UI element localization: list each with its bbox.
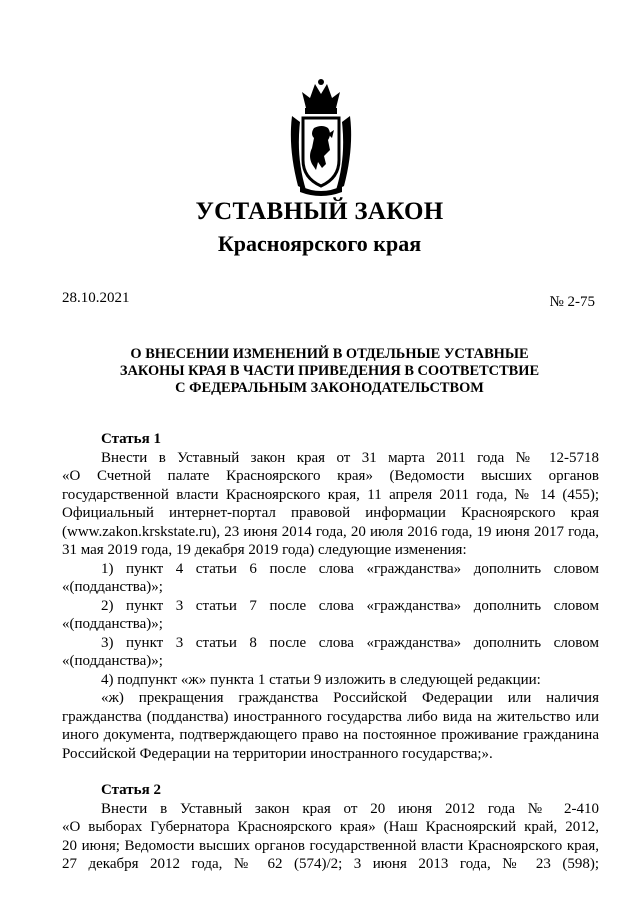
- text-line: Официальный интернет-портал правовой информации Красноярского края: [62, 505, 599, 521]
- text-line: 27 декабря 2012 года, № 62 (574)/2; 3 июня 2013 года, № 23 (598);: [62, 856, 599, 872]
- text-line: гражданства (подданства) иностранного государства либо вида на жительство или: [62, 708, 599, 725]
- text-line: Внести в Уставный закон края от 20 июня 2012 года № 2-410: [101, 800, 599, 817]
- document-date: 28.10.2021: [62, 290, 130, 306]
- law-heading: [60, 346, 599, 397]
- text-line: 31 мая 2019 года, 19 декабря 2019 года) следующие изменения:: [62, 542, 467, 558]
- text-line: Внести в Уставный закон края от 31 марта 2011 года № 12-5718: [101, 449, 599, 466]
- text-line: «О Счетной палате Красноярского края» (Ведомости высших органов: [62, 468, 599, 484]
- text-line: (www.zakon.krskstate.ru), 23 июня 2014 года, 20 июля 2016 года, 19 июня 2017 года,: [62, 523, 599, 540]
- text-line: «(подданства)»;: [62, 579, 163, 595]
- text-line: «(подданства)»;: [62, 616, 163, 632]
- heading-line: С ФЕДЕРАЛЬНЫМ ЗАКОНОДАТЕЛЬСТВОМ: [175, 380, 484, 396]
- text-line: иного документа, подтверждающего право на постоянное проживание гражданина: [62, 727, 599, 743]
- article-1-title: Статья 1: [101, 431, 161, 447]
- text-line: 4) подпункт «ж» пункта 1 статьи 9 изложить в следующей редакции:: [101, 671, 541, 688]
- document-subtitle: Красноярского края: [217, 231, 422, 256]
- coat-of-arms-icon: [288, 78, 354, 198]
- text-line: 3) пункт 3 статьи 8 после слова «гражданства» дополнить словом: [101, 634, 599, 651]
- text-line: «(подданства)»;: [62, 653, 163, 669]
- text-line: 2) пункт 3 статьи 7 после слова «гражданства» дополнить словом: [101, 597, 599, 614]
- text-line: «ж) прекращения гражданства Российской Федерации или наличия: [101, 690, 599, 706]
- document-number: № 2-75: [549, 294, 595, 310]
- heading-line: ЗАКОНЫ КРАЯ В ЧАСТИ ПРИВЕДЕНИЯ В СООТВЕТСТВИЕ: [119, 363, 540, 379]
- document-title: УСТАВНЫЙ ЗАКОН: [195, 198, 444, 225]
- heading-line: О ВНЕСЕНИИ ИЗМЕНЕНИЙ В ОТДЕЛЬНЫЕ УСТАВНЫЕ: [130, 346, 529, 362]
- text-line: «О выборах Губернатора Красноярского края» (Наш Красноярский край, 2012,: [62, 819, 599, 835]
- text-line: 1) пункт 4 статьи 6 после слова «гражданства» дополнить словом: [101, 560, 599, 577]
- text-line: 20 июня; Ведомости высших органов государственной власти Красноярского края,: [62, 837, 599, 854]
- text-line: Российской Федерации на территории иностранного государства;».: [62, 745, 493, 762]
- document-body: [62, 430, 599, 874]
- article-2-title: Статья 2: [101, 782, 161, 798]
- text-line: государственной власти Красноярского края, 11 апреля 2011 года, № 14 (455);: [62, 486, 599, 503]
